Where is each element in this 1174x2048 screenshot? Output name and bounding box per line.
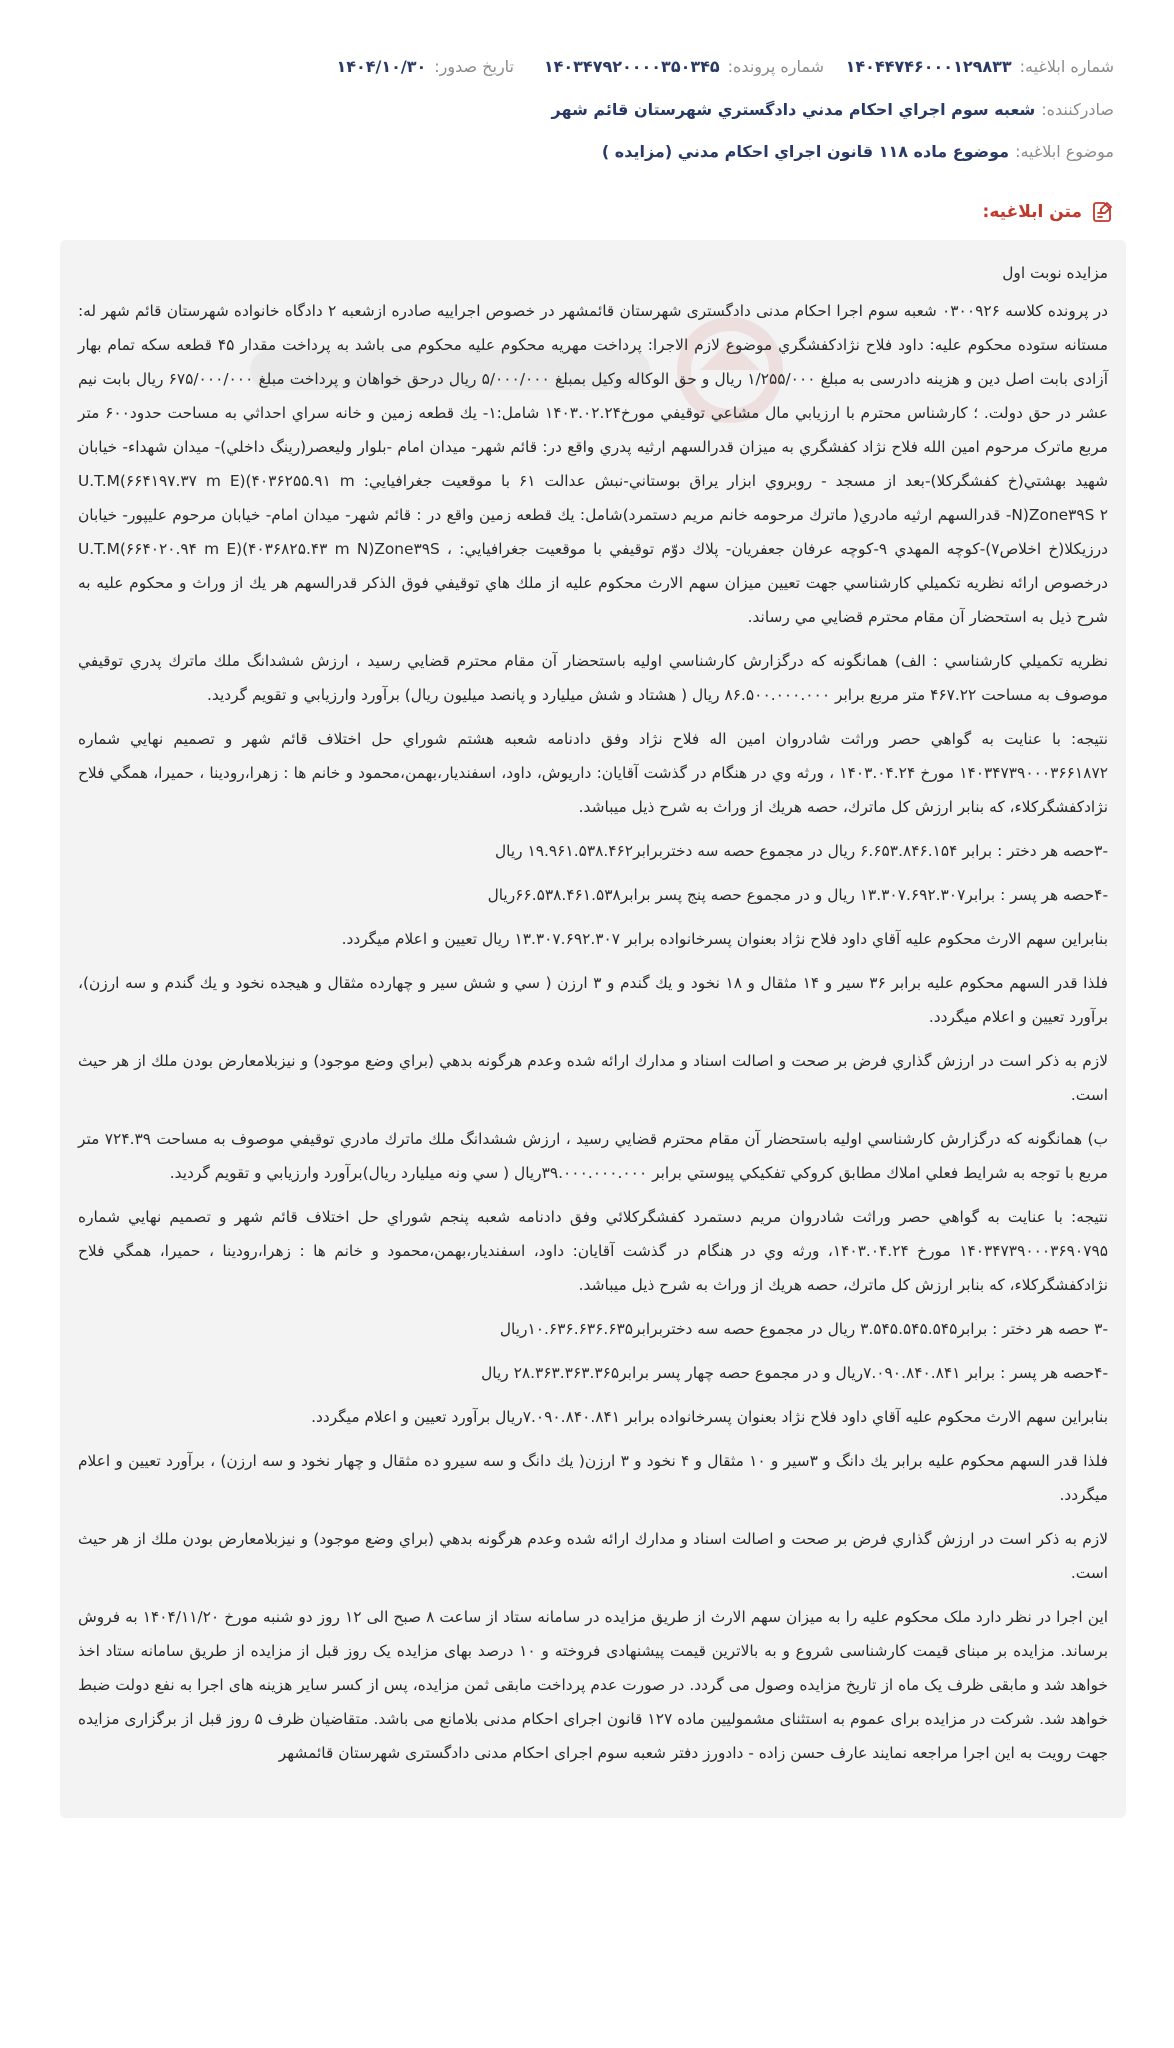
inheritance-result-paragraph: نتيجه: با عنايت به گواهي حصر وراثت شادروان امين اله فلاح نژاد وفق دادنامه شعبه هشتم شوراي حل اختلاف قائم شهر و تصميم نهايي شماره ۱۴۰۳۴۷۳۹۰۰۰۳۶۶۱۸۷۲ مورخ ۱۴۰۳.۰۴.۲۴ ، ورثه وي در هنگام در گذشت آقايان: داريوش، داود، اسفنديار،بهمن،محمود و خانم ها : زهرا،رودينا ، حميرا، همگي فلاح نژادکفشگرکلاء، که بنابر ارزش کل ماترك، حصه هريك از وراث به شرح ذيل ميباشد. — [78, 730, 1108, 816]
auction-announcement-paragraph: اين اجرا در نظر دارد ملک محکوم عليه را به ميزان سهم الارث از طريق مزايده در سامانه ستاد از ساعت ۸ صبح الی ۱۲ روز دو شنبه مورخ ۱۴۰۴/۱۱/۲۰ به فروش برساند. مزايده بر مبنای قيمت کارشناسی شروع و به بالاترين قيمت پيشنهادی فروخته و ۱۰ درصد بهای مزايده يک روز قبل از مزايده از طريق سامانه ستاد اخذ خواهد شد و مابقی ظرف يک ماه از تاريخ مزايده وصول می گردد. در صورت عدم پرداخت مابقی ثمن مزايده، پس از کسر ساير هزينه های اجرا به نفع دولت ضبط خواهد شد. شرکت در مزايده برای عموم به استثنای مشموليين ماده ۱۲۷ قانون اجرای احکام مدنی بلامانع می باشد. متقاضيان ظرف ۵ روز قبل از برگزاری مزايده جهت رويت به اين اجرا مراجعه نمايند عارف حسن زاده - دادورز دفتر شعبه سوم اجرای احکام مدنی دادگستری شهرستان قائمشهر — [78, 1608, 1108, 1762]
case-number-value: ۱۴۰۳۴۷۹۲۰۰۰۰۳۵۰۳۴۵ — [543, 56, 720, 76]
document-edit-icon — [1090, 200, 1114, 224]
maternal-property-paragraph: ب) همانگونه که درگزارش کارشناسي اوليه باستحضار آن مقام محترم قضايي رسيد ، ارزش ششدانگ ملك ماترك مادري توقيفي موصوف به مساحت ۷۲۴.۳۹ متر مربع با توجه به شرايط فعلي املاك مطابق کروکي تفکيکي پيوستي برابر ۳۹.۰۰۰.۰۰۰.۰۰۰ريال ( سي ونه ميليارد ريال)برآورد وارزيابي و تقويم گرديد. — [78, 1130, 1108, 1182]
case-number-label: شماره پرونده: — [727, 56, 824, 76]
expert-opinion-paragraph: نظريه تکميلي کارشناسي : الف) همانگونه که درگزارش کارشناسي اوليه باستحضار آن مقام محترم قضايي رسيد ، ارزش ششدانگ ملك ماترك پدري توقيفي موصوف به مساحت ۴۶۷.۲۲ متر مربع برابر ۸۶.۵۰۰.۰۰۰.۰۰۰ ريال ( هشتاد و شش ميليارد و پانصد ميليون ريال) برآورد وارزيابي و تقويم گرديد. — [78, 652, 1108, 704]
auction-round-title: مزايده نوبت اول — [1002, 264, 1108, 282]
daughters-share-line: -۳حصه هر دختر : برابر ۶.۶۵۳.۸۴۶.۱۵۴ ريال در مجموع حصه سه دختربرابر۱۹.۹۶۱.۵۳۸.۴۶۲ ريال — [494, 842, 1108, 860]
maternal-debtor-portion-paragraph: فلذا قدر السهم محکوم عليه برابر يك دانگ و ۳سير و ۱۰ مثقال و ۴ نخود و ۳ ارزن( يك دانگ و سه سيرو ده مثقال و چهار نخود و سه ارزن) ، برآورد تعيين و اعلام ميگردد. — [78, 1452, 1108, 1504]
issuer-label: صادرکننده: — [1041, 100, 1114, 119]
notice-number-label: شماره ابلاغيه: — [1019, 56, 1114, 76]
sons-share-line: -۴حصه هر پسر : برابر۱۳.۳۰۷.۶۹۲.۳۰۷ ريال و در مجموع حصه پنج پسر برابر۶۶.۵۳۸.۴۶۱.۵۳۸ريال — [487, 886, 1108, 904]
maternal-result-paragraph: نتيجه: با عنايت به گواهي حصر وراثت شادروان مريم دستمرد کفشگرکلائي وفق دادنامه شعبه پنجم شوراي حل اختلاف قائم شهر و تصميم نهايي شماره ۱۴۰۳۴۷۳۹۰۰۰۳۶۹۰۷۹۵ مورخ ۱۴۰۳.۰۴.۲۴، ورثه وي در هنگام در گذشت آقايان: داود، اسفنديار،بهمن،محمود و خانم ها : زهرا،رودينا ، حميرا، همگي فلاح نژادکفشگرکلاء، که بنابر ارزش کل ماترك، حصه هريك از وراث به شرح ذيل ميباشد. — [78, 1208, 1108, 1294]
maternal-debtor-share-paragraph: بنابراين سهم الارث محکوم عليه آقاي داود فلاح نژاد بعنوان پسرخانواده برابر ۷.۰۹۰.۸۴۰.۸۴۱ريال برآورد تعيين و اعلام ميگردد. — [311, 1408, 1108, 1426]
case-number — [514, 57, 824, 76]
maternal-daughters-share-line: -۳ حصه هر دختر : برابر۳.۵۴۵.۵۴۵.۵۴۵ ريال در مجموع حصه سه دختربرابر۱۰.۶۳۶.۶۳۶.۶۳۵ريال — [499, 1320, 1108, 1338]
valuation-note-paragraph: لازم به ذکر است در ارزش گذاري فرض بر صحت و اصالت اسناد و مدارك ارائه شده وعدم هرگونه بدهي (براي وضع موجود) و نيزبلامعارض بودن ملك از هر حيث است. — [78, 1052, 1108, 1104]
notice-text-title: متن ابلاغيه: — [982, 202, 1082, 222]
issue-date-label: تاريخ صدور: — [434, 56, 514, 76]
notice-meta-row — [60, 52, 1114, 80]
subject-label: موضوع ابلاغيه: — [1015, 142, 1114, 161]
subject-line — [602, 142, 1114, 161]
notice-number — [824, 57, 1114, 76]
issuer-line — [552, 100, 1114, 119]
issuer-value: شعبه سوم اجراي احکام مدني دادگستري شهرستان قائم شهر — [551, 100, 1036, 119]
notice-text-heading — [983, 200, 1114, 224]
subject-value: موضوع ماده ۱۱۸ قانون اجراي احکام مدني (مزايده ) — [601, 142, 1010, 161]
debtor-share-paragraph: بنابراين سهم الارث محکوم عليه آقاي داود فلاح نژاد بعنوان پسرخانواده برابر ۱۳.۳۰۷.۶۹۲.۳۰۷ ريال تعيين و اعلام ميگردد. — [341, 930, 1108, 948]
maternal-valuation-note-paragraph: لازم به ذکر است در ارزش گذاري فرض بر صحت و اصالت اسناد و مدارك ارائه شده وعدم هرگونه بدهي (براي وضع موجود) و نيزبلامعارض بودن ملك از هر حيث است. — [78, 1530, 1108, 1582]
issue-date-value: ۱۴۰۴/۱۰/۳۰ — [336, 56, 427, 76]
debtor-portion-paragraph: فلذا قدر السهم محکوم عليه برابر ۳۶ سير و ۱۴ مثقال و ۱۸ نخود و يك گندم و ۳ ارزن ( سي و شش سير و چهارده مثقال و هيجده نخود و يك گندم و سه ارزن)، برآورد تعيين و اعلام ميگردد. — [78, 974, 1108, 1026]
notice-body — [60, 240, 1126, 1818]
issue-date — [336, 57, 514, 76]
case-description-paragraph: در پرونده کلاسه ۰۳۰۰۹۲۶ شعبه سوم اجرا احکام مدنی دادگستری شهرستان قائمشهر در خصوص اجراییه صادره ازشعبه ۲ دادگاه خانواده شهرستان قائم شهر له: مستانه ستوده محکوم عليه: داود فلاح نژادکفشگري موضوع لازم الاجرا: پرداخت مهريه محکوم عليه محکوم می باشد به پرداخت مقدار ۴۵ قطعه سکه تمام بهار آزادی بابت اصل دين و هزينه دادرسی به مبلغ ۱/۲۵۵/۰۰۰ ريال و حق الوکاله وکيل بمبلغ ۵/۰۰۰/۰۰۰ ريال درحق خواهان و پرداخت مبلغ ۶۷۵/۰۰۰/۰۰۰ ريال بابت نيم عشر در حق دولت. ؛ کارشناس محترم با ارزيابي مال مشاعي توقيفي مورخ۱۴۰۳.۰۲.۲۴ شامل:۱- يك قطعه زمين و خانه سراي احداثي به مساحت حدود۶۰۰ متر مربع ماترک مرحوم امين الله فلاح نژاد کفشگري به ميزان قدرالسهم ارثيه پدري واقع در: قائم شهر- ميدان امام -بلوار وليعصر(رينگ داخلي)- ميدان شهداء- خيابان شهيد بهشتي(خ کفشگرکلا)-بعد از مسجد - روبروي ابزار يراق بوستاني-نبش عدالت ۶۱ با موقعيت جغرافيايي: U.T.M(۶۶۴۱۹۷.۳۷ m E)(۴۰۳۶۲۵۵.۹۱ m N)Zone۳۹S ۲- قدرالسهم ارثيه مادري( ماترك مرحومه خانم مريم دستمرد)شامل: يك قطعه زمين واقع در : قائم شهر- ميدان امام- خيابان مرحوم عليپور- خيابان درزيکلا(خ اخلاص۷)-کوچه المهدي ۹-کوچه عرفان جعفريان- پلاك دوّم توقيفي با موقعيت جغرافيايي: ، U.T.M(۶۶۴۰۲۰.۹۴ m E)(۴۰۳۶۸۲۵.۴۳ m N)Zone۳۹S درخصوص ارائه نظريه تکميلي کارشناسي جهت تعيين ميزان سهم الارث محکوم عليه از ملك هاي توقيفي فوق الذکر قدرالسهم هر يك از وراث و محکوم عليه به شرح ذيل به استحضار آن مقام محترم قضايي مي رساند. — [78, 302, 1109, 626]
maternal-sons-share-line: -۴حصه هر پسر : برابر ۷.۰۹۰.۸۴۰.۸۴۱ريال و در مجموع حصه چهار پسر برابر۲۸.۳۶۳.۳۶۳.۳۶۵ ريال — [481, 1364, 1108, 1382]
notice-number-value: ۱۴۰۴۴۷۴۶۰۰۰۱۲۹۸۳۳ — [845, 56, 1012, 76]
